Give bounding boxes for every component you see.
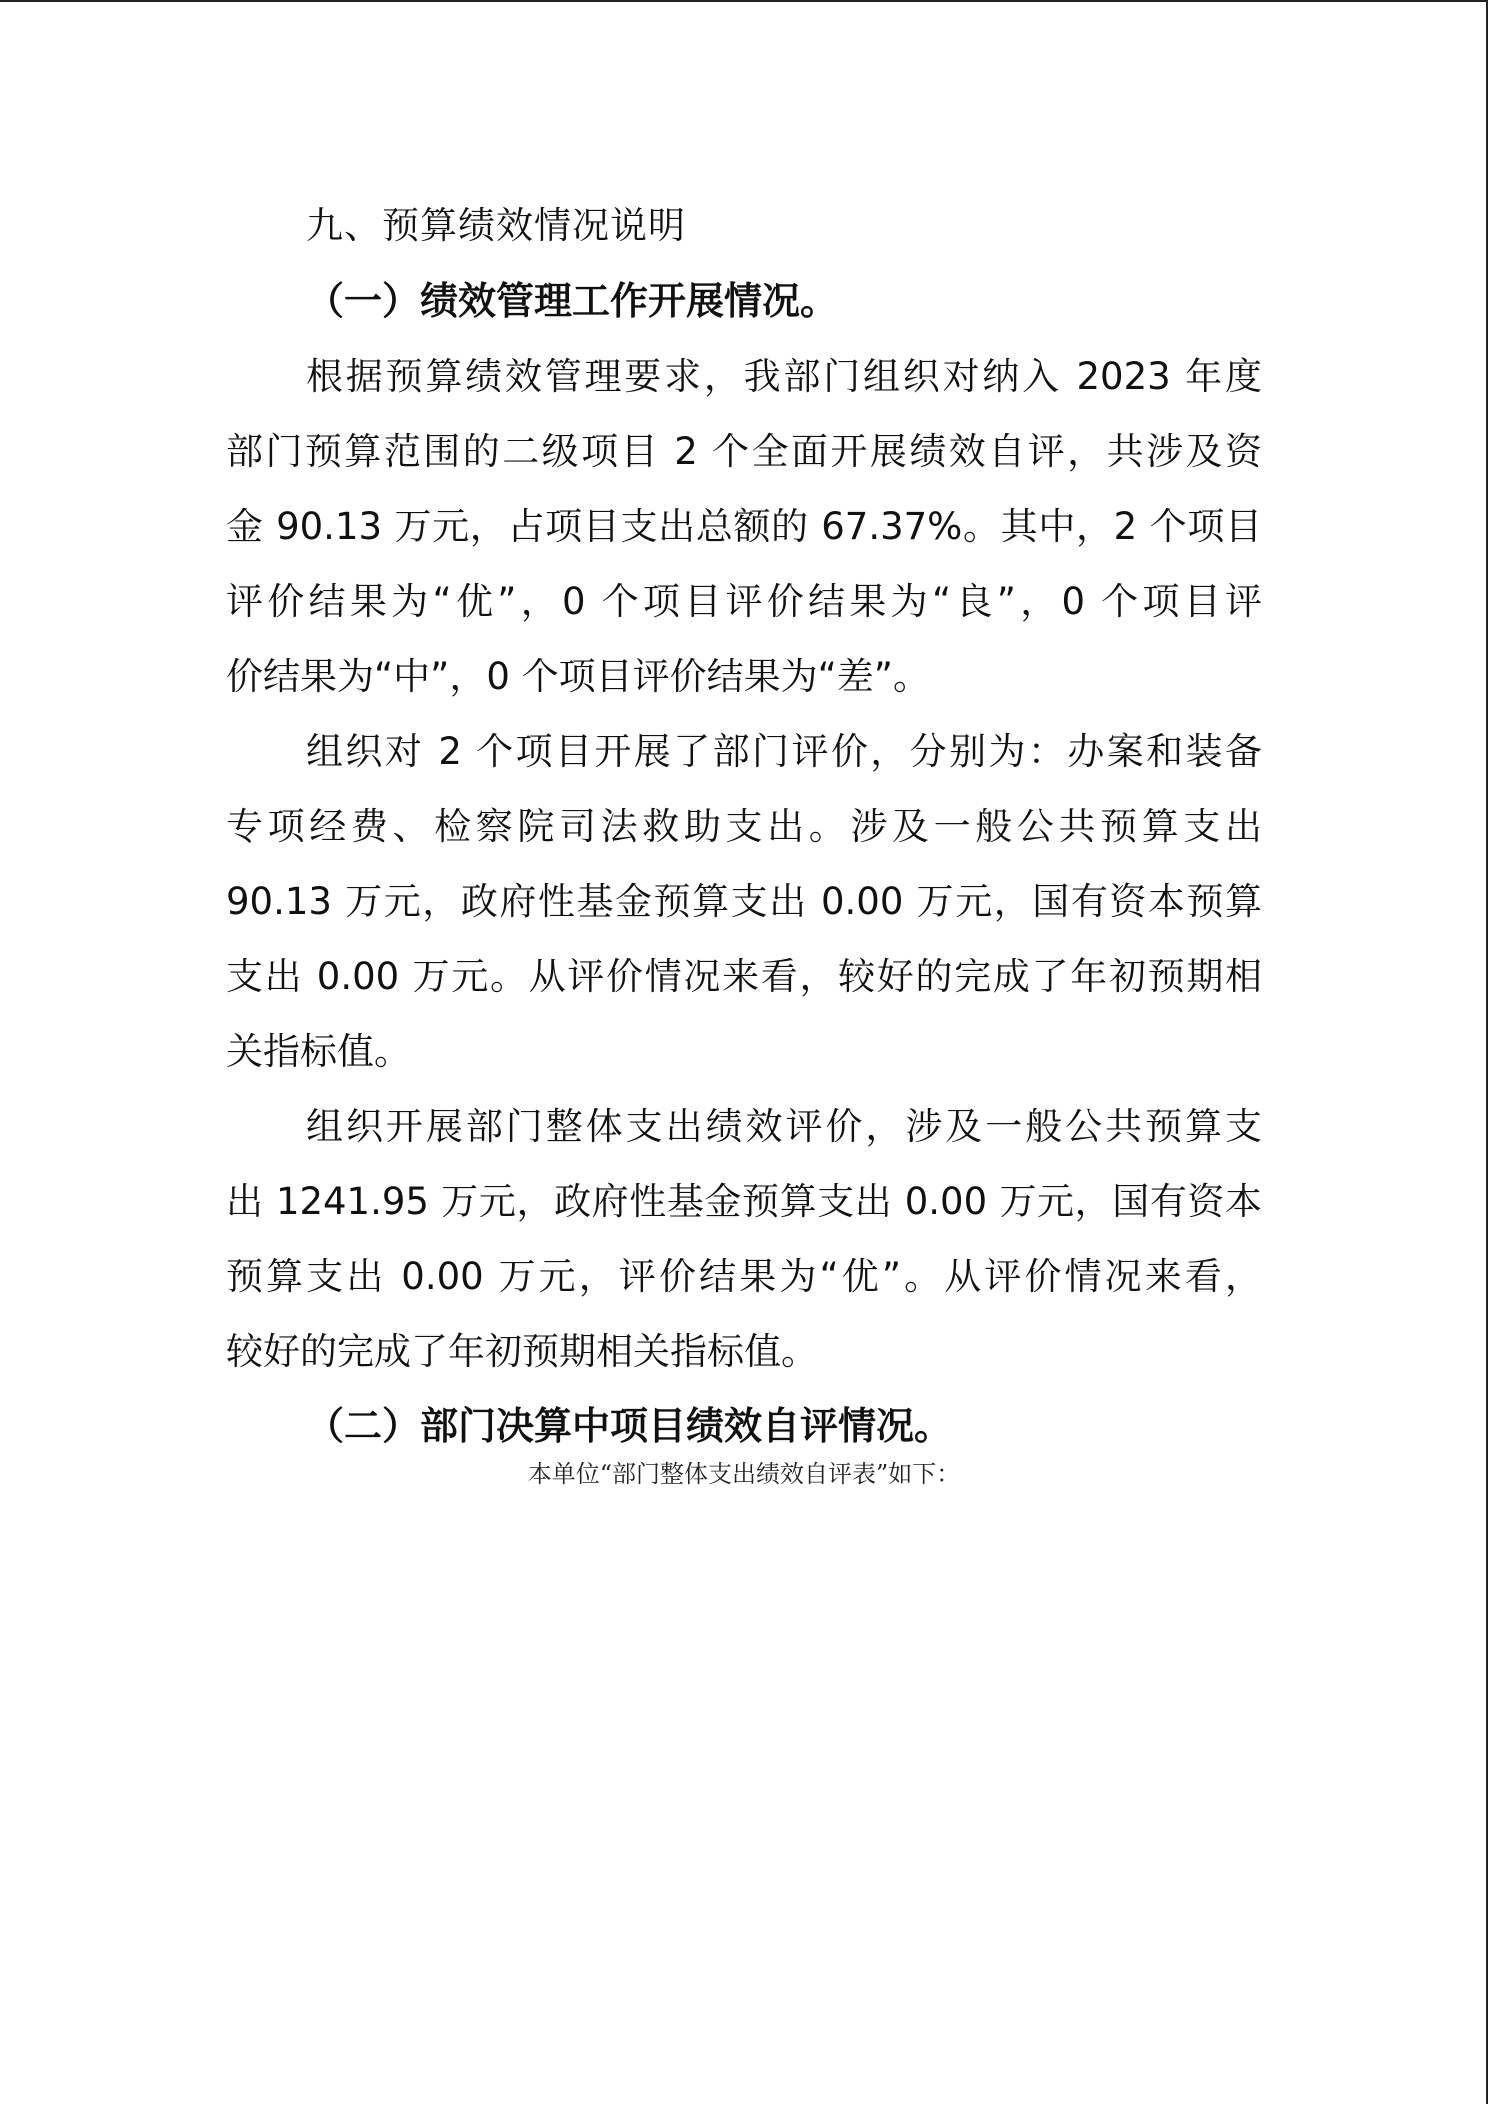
section-title: 九、预算绩效情况说明 [306,204,686,247]
paragraph-3-line-3: 预算支出 0.00 万元，评价结果为“优”。从评价情况来看， [226,1255,1262,1298]
paragraph-1-line-5: 价结果为“中”，0 个项目评价结果为“差”。 [226,655,930,698]
paragraph-2-line-4: 支出 0.00 万元。从评价情况来看，较好的完成了年初预期相 [226,955,1262,998]
page-top-border [0,0,1488,2]
paragraph-2-line-1: 组织对 2 个项目开展了部门评价，分别为：办案和装备 [306,730,1262,773]
paragraph-3-line-2: 出 1241.95 万元，政府性基金预算支出 0.00 万元，国有资本 [226,1180,1262,1223]
paragraph-1-line-1: 根据预算绩效管理要求，我部门组织对纳入 2023 年度 [306,355,1262,398]
table-intro-note: 本单位“部门整体支出绩效自评表”如下： [527,1460,961,1488]
paragraph-3-line-1: 组织开展部门整体支出绩效评价，涉及一般公共预算支 [306,1105,1262,1148]
paragraph-1-line-2: 部门预算范围的二级项目 2 个全面开展绩效自评，共涉及资 [226,430,1262,473]
paragraph-1-line-3: 金 90.13 万元，占项目支出总额的 67.37%。其中，2 个项目 [226,505,1262,548]
paragraph-3-line-4: 较好的完成了年初预期相关指标值。 [226,1330,818,1373]
paragraph-1-line-4: 评价结果为“优”，0 个项目评价结果为“良”，0 个项目评 [226,580,1262,623]
subheading-performance-management: （一）绩效管理工作开展情况。 [306,279,839,323]
paragraph-2-line-5: 关指标值。 [226,1030,411,1073]
subheading-project-self-evaluation: （二）部门决算中项目绩效自评情况。 [306,1404,953,1448]
paragraph-2-line-3: 90.13 万元，政府性基金预算支出 0.00 万元，国有资本预算 [226,880,1262,923]
paragraph-2-line-2: 专项经费、检察院司法救助支出。涉及一般公共预算支出 [226,805,1262,848]
